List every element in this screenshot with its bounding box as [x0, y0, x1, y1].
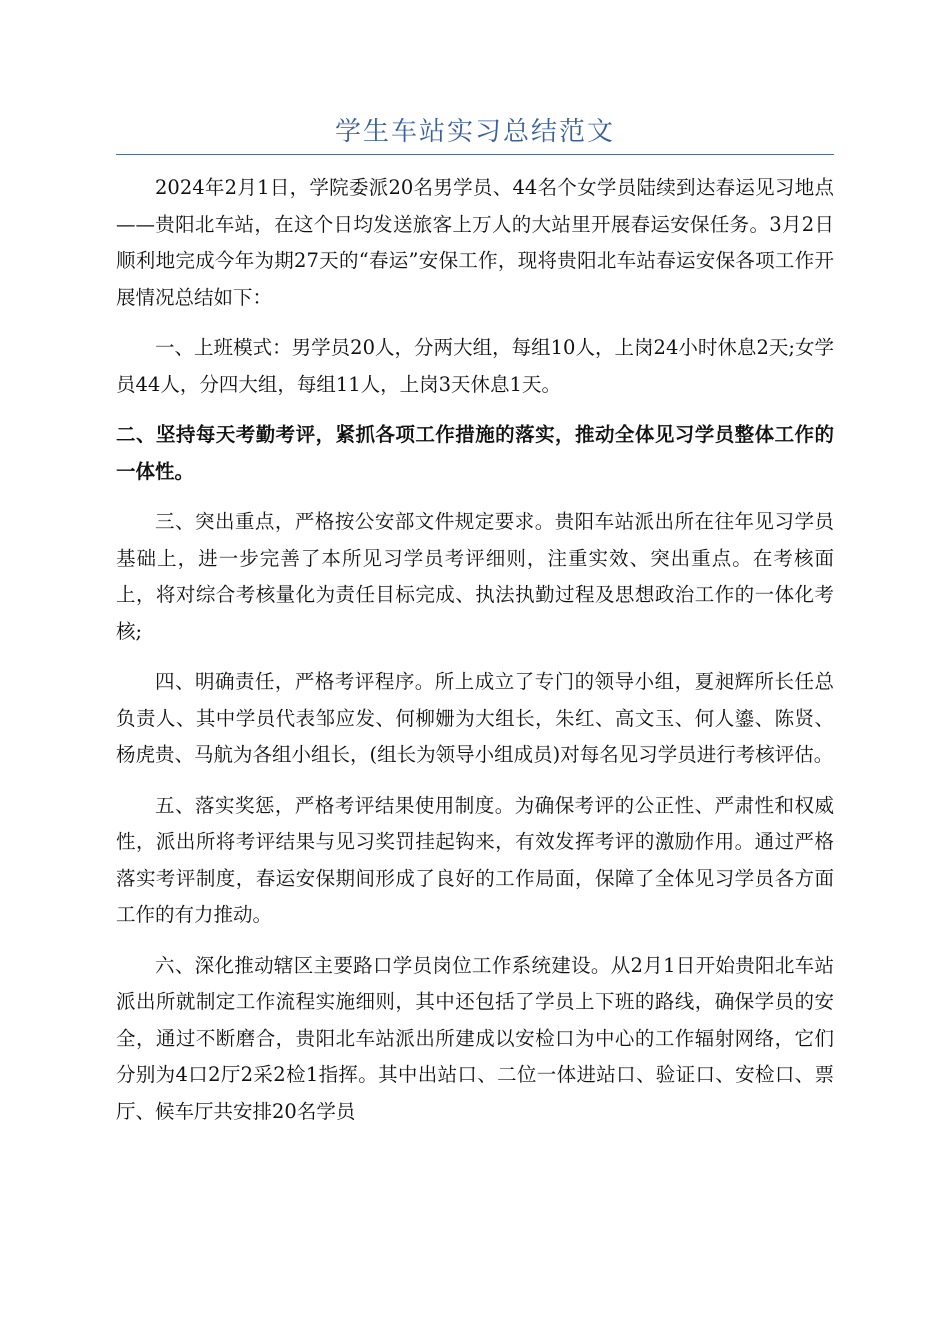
paragraph-section-1: 一、上班模式：男学员20人，分两大组，每组10人，上岗24小时休息2天;女学员44人，分四大组，每组11人，上岗3天休息1天。: [116, 336, 834, 396]
paragraph-section-3: 三、突出重点，严格按公安部文件规定要求。贵阳车站派出所在往年见习学员基础上，进一步完善了本所见习学员考评细则，注重实效、突出重点。在考核面上，将对综合考核量化为责任目标完成、执法执勤过程及思想政治工作的一体化考核;: [116, 510, 834, 643]
paragraph-section-6: 六、深化推动辖区主要路口学员岗位工作系统建设。从2月1日开始贵阳北车站派出所就制定工作流程实施细则，其中还包括了学员上下班的路线，确保学员的安全，通过不断磨合，贵阳北车站派出所建成以安检口为中心的工作辐射网络，它们分别为4口2厅2采2检1指挥。其中出站口、二位一体进站口、验证口、安检口、票厅、候车厅共安排20名学员: [116, 953, 834, 1123]
paragraph-section-5: 五、落实奖惩，严格考评结果使用制度。为确保考评的公正性、严肃性和权威性，派出所将考评结果与见习奖罚挂起钩来，有效发挥考评的激励作用。通过严格落实考评制度，春运安保期间形成了良好的工作局面，保障了全体见习学员各方面工作的有力推动。: [116, 793, 834, 926]
title-underline: [116, 154, 834, 155]
paragraph-intro: 2024年2月1日，学院委派20名男学员、44名个女学员陆续到达春运见习地点——贵阳北车站，在这个日均发送旅客上万人的大站里开展春运安保任务。3月2日顺利地完成今年为期27天的“春运”安保工作，现将贵阳北车站春运安保各项工作开展情况总结如下：: [116, 176, 834, 309]
document-title: 学生车站实习总结范文: [334, 117, 615, 147]
document-body: [116, 170, 834, 1144]
paragraph-section-2-heading: 二、坚持每天考勤考评，紧抓各项工作措施的落实，推动全体见习学员整体工作的一体性。: [116, 423, 834, 483]
paragraph-section-4: 四、明确责任，严格考评程序。所上成立了专门的领导小组，夏昶辉所长任总负责人、其中学员代表邹应发、何柳姗为大组长，朱红、高文玉、何人鎏、陈贤、杨虎贵、马航为各组小组长，(组长为领导小组成员)对每名见习学员进行考核评估。: [116, 670, 834, 766]
